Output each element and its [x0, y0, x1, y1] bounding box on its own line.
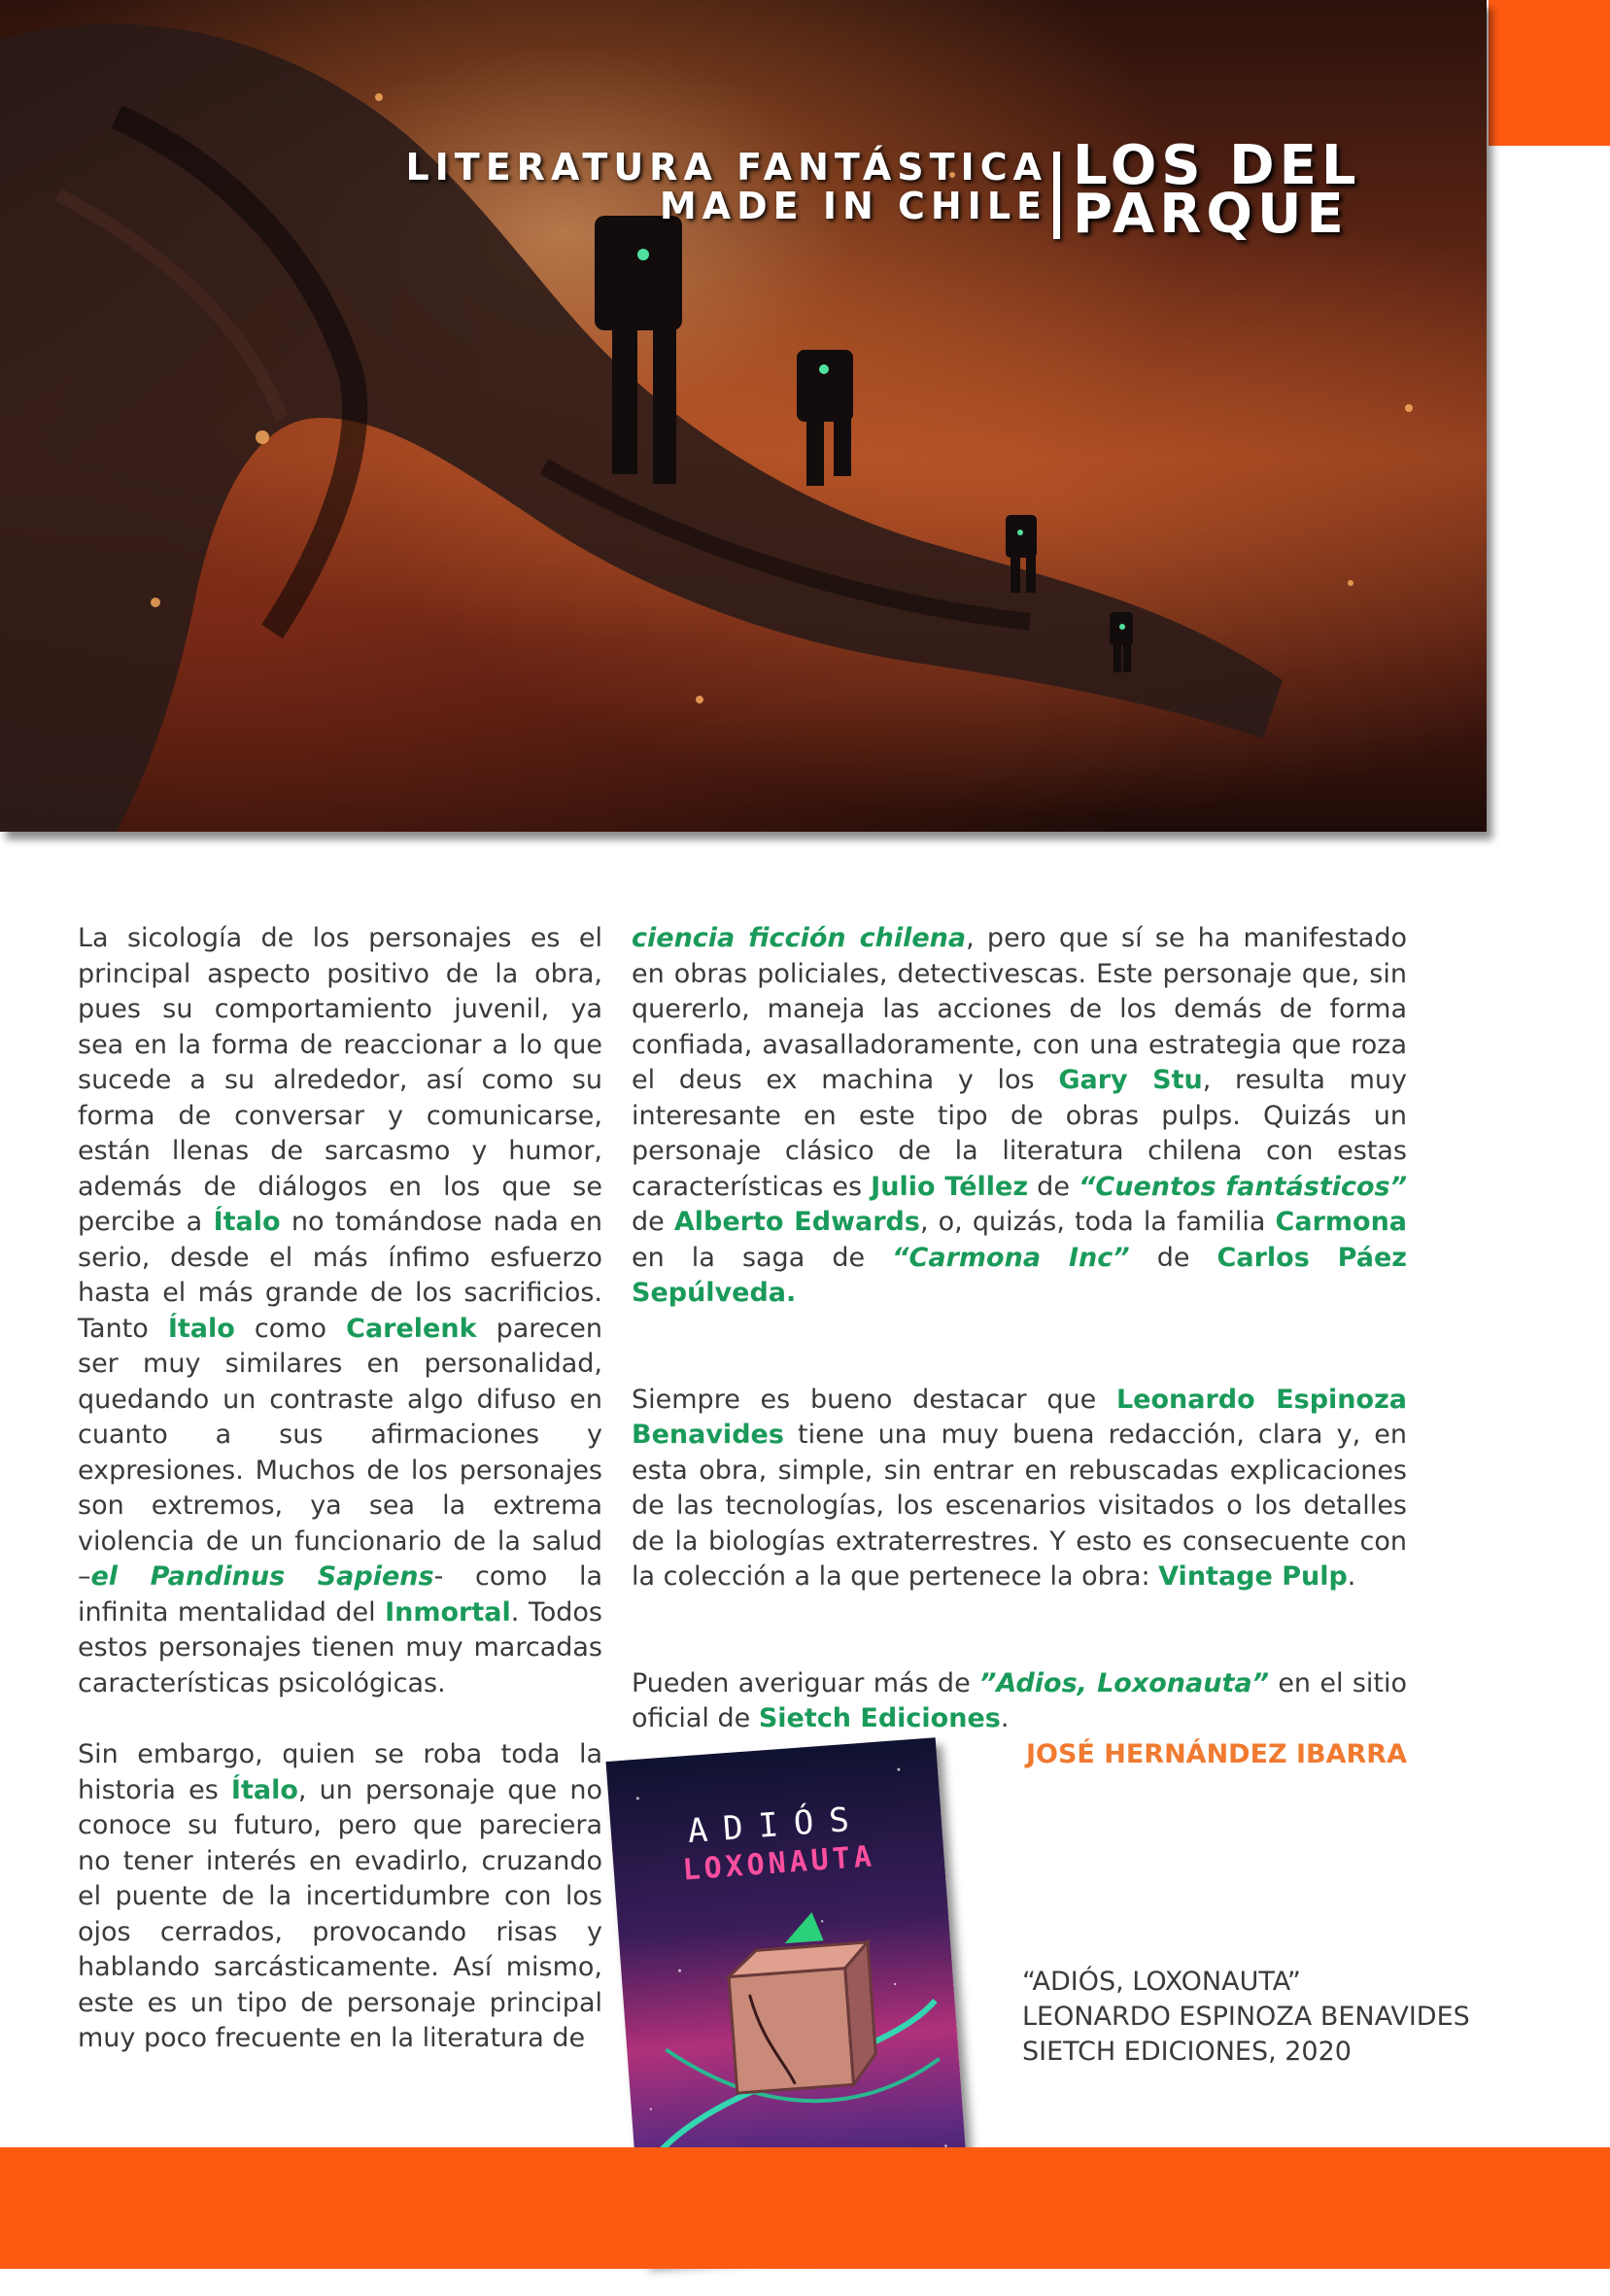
highlighted-name: Carmona [1275, 1207, 1408, 1237]
highlighted-name: Ítalo [167, 1313, 235, 1344]
section-header [309, 134, 1456, 246]
highlighted-name: Sietch Ediciones [758, 1703, 1001, 1733]
highlighted-name: “Cuentos fantásticos” [1079, 1171, 1407, 1202]
highlighted-name: Carlos Páez Sepúlveda. [632, 1242, 1407, 1308]
highlighted-name: ”Adios, Loxonauta” [979, 1667, 1269, 1698]
highlighted-name: “Carmona Inc” [892, 1242, 1130, 1273]
caption-title: “ADIÓS, LOXONAUTA” [1022, 1967, 1301, 1997]
highlighted-name: Ítalo [213, 1207, 281, 1237]
caption-publisher: SIETCH EDICIONES, 2020 [1022, 2037, 1352, 2067]
highlighted-name: Gary Stu [1058, 1065, 1203, 1095]
section-title-line1: LOS DEL [1073, 134, 1361, 197]
highlighted-name: Vintage Pulp [1158, 1561, 1348, 1592]
book-caption [1022, 1965, 1470, 2070]
hero-illustration [0, 0, 1487, 832]
highlighted-name: ciencia ficción chilena [632, 923, 967, 953]
orange-footer-band [0, 2147, 1610, 2269]
highlighted-name: Ítalo [230, 1774, 298, 1805]
paragraph: ciencia ficción chilena, pero que sí se ha manifestado en obras policiales, detectivescas. Este personaje que, sin quererlo, maneja las acciones de los demás de forma confiada, avasalladoramente, con una estrategia que roza el deus ex machina y los Gary Stu, resulta muy interesante en este tipo de obras pulps. Quizás un personaje clásico de la literatura chilena con estas características es Julio Téllez de “Cuentos fantásticos” de Alberto Edwards, o, quizás, toda la familia Carmona en la saga de “Carmona Inc” de Carlos Páez Sepúlveda. [632, 923, 1408, 1308]
highlighted-name: Leonardo Espinoza Benavides [632, 1384, 1408, 1450]
article-column-right [632, 921, 1407, 1737]
paragraph: Pueden averiguar más de ”Adios, Loxonauta” en el sitio oficial de Sietch Ediciones. [632, 1667, 1407, 1733]
orange-corner-block [1489, 0, 1610, 146]
section-kicker-line2: MADE IN CHILE [659, 185, 1047, 227]
highlighted-name: Carelenk [346, 1313, 477, 1344]
highlighted-name: Alberto Edwards [673, 1207, 920, 1237]
highlighted-name: el Pandinus Sapiens [90, 1561, 434, 1592]
article-column-left [78, 921, 602, 2057]
book-cover-title-line2: LOXONAUTA [681, 1839, 876, 1888]
book-cover-title-line1: ADIÓS [686, 1799, 867, 1852]
caption-author: LEONARDO ESPINOZA BENAVIDES [1022, 2002, 1470, 2032]
hero-artwork [0, 0, 1487, 832]
title-divider [1053, 152, 1060, 239]
paragraph: La sicología de los personajes es el principal aspecto positivo de la obra, pues su comportamiento juvenil, ya sea en la forma de reaccionar a lo que sucede a su alrededor, así como su forma de conversar y comunicarse, están llenas de sarcasmo y humor, además de diálogos en los que se percibe a Ítalo no tomándose nada en serio, desde el más ínfimo esfuerzo hasta el más grande de los sacrificios. Tanto Ítalo como Carelenk parecen ser muy similares en personalidad, quedando un contraste algo difuso en cuanto a sus afirmaciones y expresiones. Muchos de los personajes son extremos, ya sea la extrema violencia de un funcionario de la salud –el Pandinus Sapiens- como la infinita mentalidad del Inmortal. Todos estos personajes tienen muy marcadas características psicológicas. [78, 923, 602, 1698]
highlighted-name: Inmortal [385, 1596, 511, 1628]
section-kicker-line1: LITERATURA FANTÁSTICA [405, 146, 1047, 188]
paragraph: Siempre es bueno destacar que Leonardo Espinoza Benavides tiene una muy buena redacción, clara y, en esta obra, simple, sin entrar en rebuscadas explicaciones de las tecnologías, los escenarios visitados o los detalles de la biologías extraterrestres. Y esto es consecuente con la colección a la que pertenece la obra: Vintage Pulp. [632, 1384, 1408, 1592]
highlighted-name: Julio Téllez [871, 1171, 1029, 1202]
author-byline: JOSÉ HERNÁNDEZ IBARRA [1025, 1739, 1407, 1769]
section-title-line2: PARQUE [1073, 183, 1349, 246]
paragraph: Sin embargo, quien se roba toda la historia es Ítalo, un personaje que no conoce su futuro, pero que pareciera no tener interés en evadirlo, cruzando el puente de la incertidumbre con los ojos cerrados, provocando risas y hablando sarcásticamente. Así mismo, este es un tipo de personaje principal muy poco frecuente en la literatura de [78, 1739, 603, 2053]
